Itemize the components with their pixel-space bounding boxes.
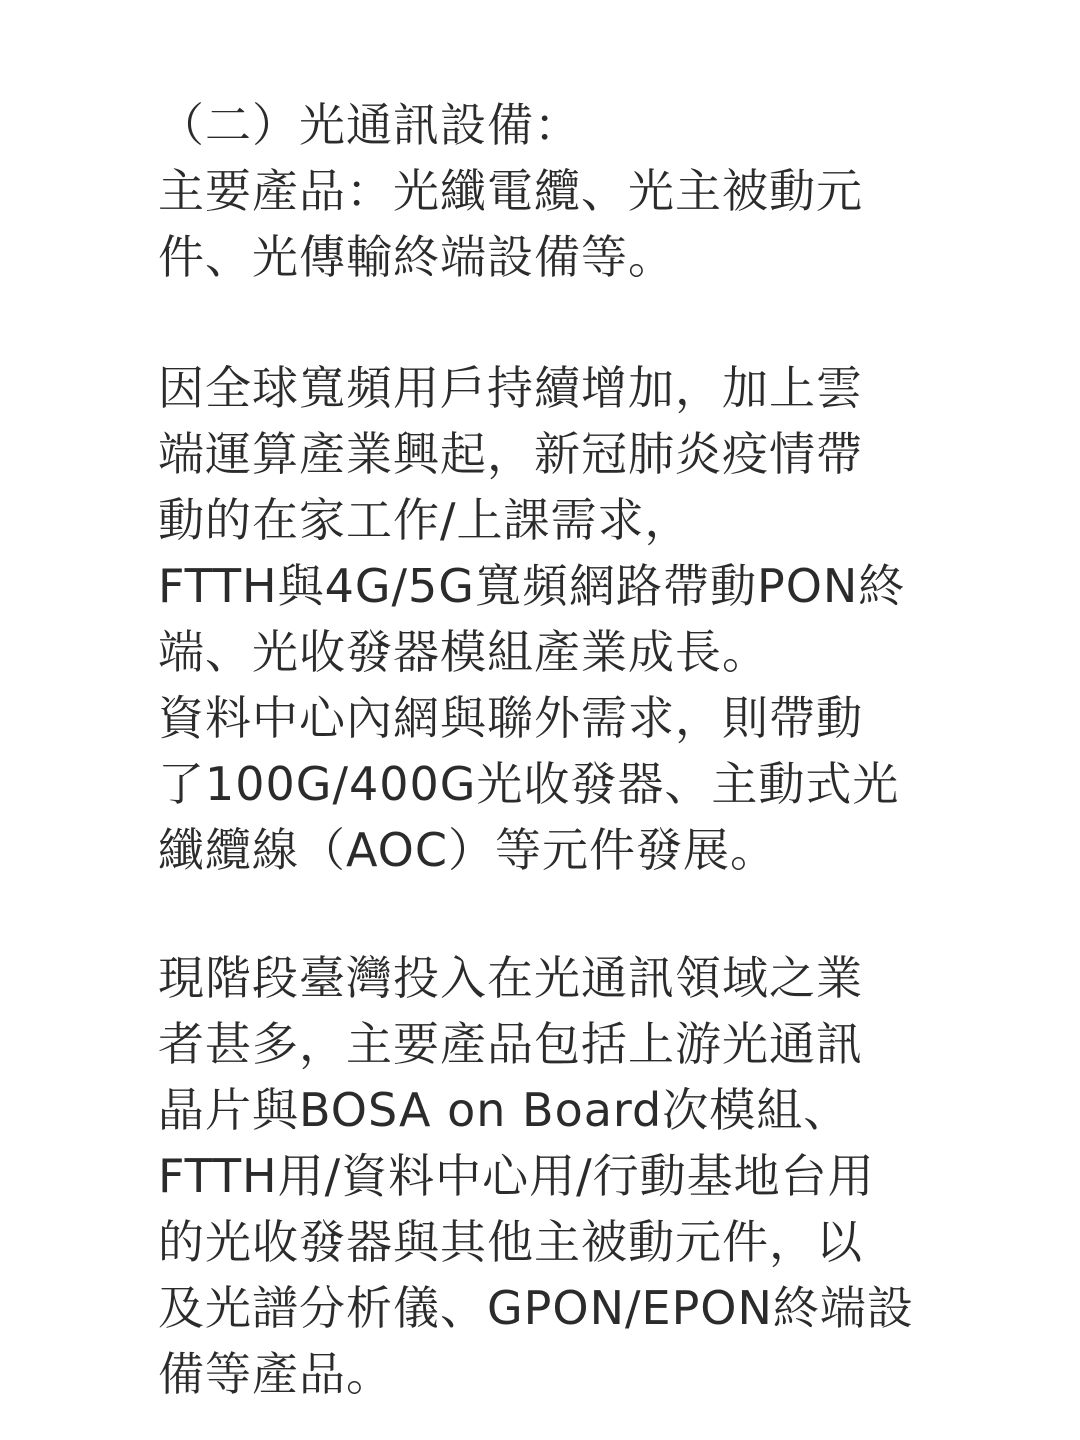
text-line: 動的在家工作/上課需求， [158,493,692,547]
text-line: 及光譜分析儀、GPON/EPON終端設 [158,1281,914,1335]
text-line: 資料中心內網與聯外需求，則帶動 [158,691,863,745]
text-line: 端運算產業興起，新冠肺炎疫情帶 [158,427,863,481]
text-line: 的光收發器與其他主被動元件，以 [158,1215,863,1269]
section-heading: （二）光通訊設備： [158,98,581,152]
text-line: 者甚多，主要產品包括上游光通訊 [158,1017,863,1071]
text-line: FTTH與4G/5G寬頻網路帶動PON終 [158,559,906,613]
text-line: 纖纜線（AOC）等元件發展。 [158,823,777,877]
text-line: 了100G/400G光收發器、主動式光 [158,757,900,811]
text-line: 因全球寬頻用戶持續增加，加上雲 [158,361,863,415]
text-line: 現階段臺灣投入在光通訊領域之業 [158,951,863,1005]
text-line: 件、光傳輸終端設備等。 [158,230,675,284]
text-line: 端、光收發器模組產業成長。 [158,625,769,679]
text-line: FTTH用/資料中心用/行動基地台用 [158,1149,875,1203]
text-line: 晶片與BOSA on Board次模組、 [158,1083,851,1137]
text-line: 主要產品：光纖電纜、光主被動元 [158,164,863,218]
text-line: 備等產品。 [158,1347,393,1401]
